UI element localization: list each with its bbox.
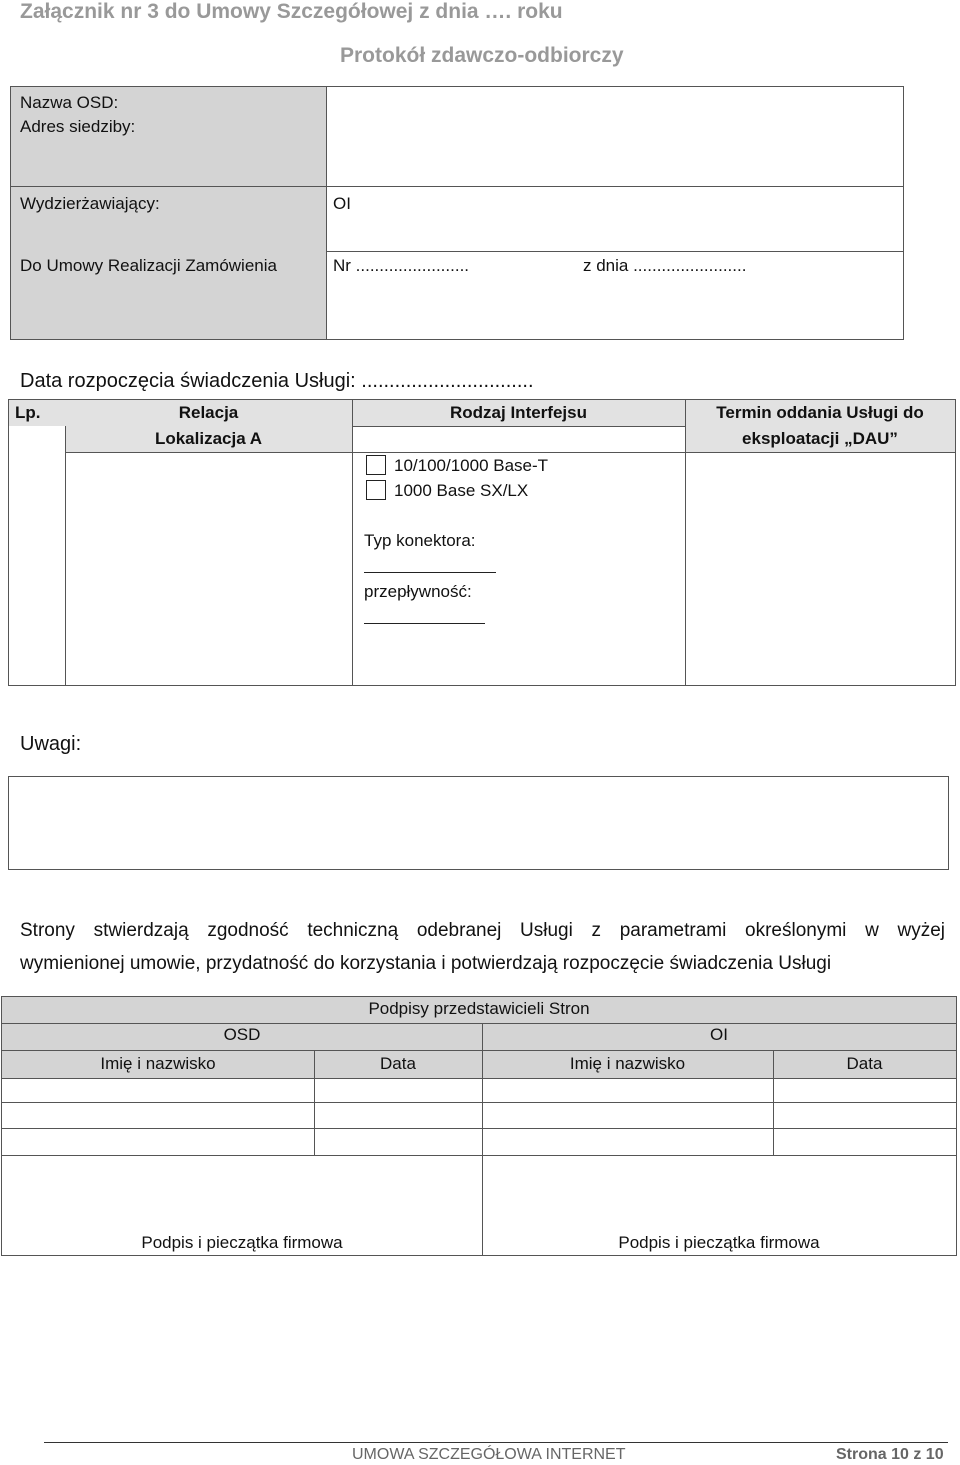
connector-blank-line[interactable] bbox=[364, 572, 496, 573]
col-relacja: Relacja bbox=[178, 403, 239, 422]
col-lokalizacja: Lokalizacja A bbox=[154, 429, 263, 448]
lessee-label: Wydzierżawiający: bbox=[20, 194, 160, 213]
osd-signature-label: Podpis i pieczątka firmowa bbox=[141, 1233, 343, 1252]
remarks-box[interactable] bbox=[8, 776, 949, 870]
oi-date-header: Data bbox=[846, 1054, 883, 1073]
osd-name-header: Imię i nazwisko bbox=[100, 1054, 216, 1073]
option-base-sx-lx: 1000 Base SX/LX bbox=[394, 481, 529, 500]
contract-number: Nr ........................ bbox=[333, 256, 470, 275]
signatures-title: Podpisy przedstawicieli Stron bbox=[368, 999, 590, 1018]
remarks-label: Uwagi: bbox=[20, 733, 82, 755]
address-label: Adres siedziby: bbox=[20, 117, 136, 136]
col-interfejs: Rodzaj Interfejsu bbox=[450, 403, 587, 422]
oi-name-header: Imię i nazwisko bbox=[569, 1054, 686, 1073]
party-osd: OSD bbox=[223, 1025, 261, 1044]
service-start-date: Data rozpoczęcia świadczenia Usługi: ............................... bbox=[20, 370, 534, 392]
option-base-t: 10/100/1000 Base-T bbox=[394, 456, 549, 475]
footer-document-name: UMOWA SZCZEGÓŁOWA INTERNET bbox=[352, 1446, 626, 1463]
contract-date: z dnia ........................ bbox=[583, 256, 747, 275]
col-termin: Termin oddania Usługi do bbox=[716, 403, 924, 422]
throughput-blank-line[interactable] bbox=[364, 623, 485, 624]
osd-name-label: Nazwa OSD: bbox=[20, 93, 119, 112]
osd-date-header: Data bbox=[380, 1054, 416, 1073]
statement-line-2: wymienionej umowie, przydatność do korzystania i potwierdzają rozpoczęcie świadczenia Usługi bbox=[20, 953, 832, 974]
annex-title: Załącznik nr 3 do Umowy Szczegółowej z dnia …. roku bbox=[20, 0, 563, 23]
footer-page-number: Strona 10 z 10 bbox=[836, 1446, 944, 1463]
checkbox-base-t[interactable] bbox=[366, 455, 386, 475]
statement-line-1: Strony stwierdzają zgodność techniczną odebranej Usługi z parametrami określonymi w wyżej bbox=[20, 920, 945, 941]
connector-label: Typ konektora: bbox=[364, 531, 476, 550]
statement-paragraph bbox=[20, 914, 945, 980]
lessee-value: OI bbox=[333, 194, 351, 213]
footer-divider bbox=[44, 1442, 948, 1443]
protocol-title: Protokół zdawczo-odbiorczy bbox=[340, 44, 624, 67]
col-lp: Lp. bbox=[15, 403, 41, 422]
oi-signature-label: Podpis i pieczątka firmowa bbox=[618, 1233, 820, 1252]
party-oi: OI bbox=[710, 1025, 728, 1044]
info-table bbox=[10, 86, 904, 340]
col-termin-2: eksploatacji „DAU” bbox=[742, 429, 898, 448]
checkbox-base-sx-lx[interactable] bbox=[366, 480, 386, 500]
contract-label: Do Umowy Realizacji Zamówienia bbox=[20, 256, 277, 275]
throughput-label: przepływność: bbox=[364, 582, 472, 601]
service-table bbox=[8, 399, 956, 686]
signatures-table bbox=[1, 996, 957, 1256]
